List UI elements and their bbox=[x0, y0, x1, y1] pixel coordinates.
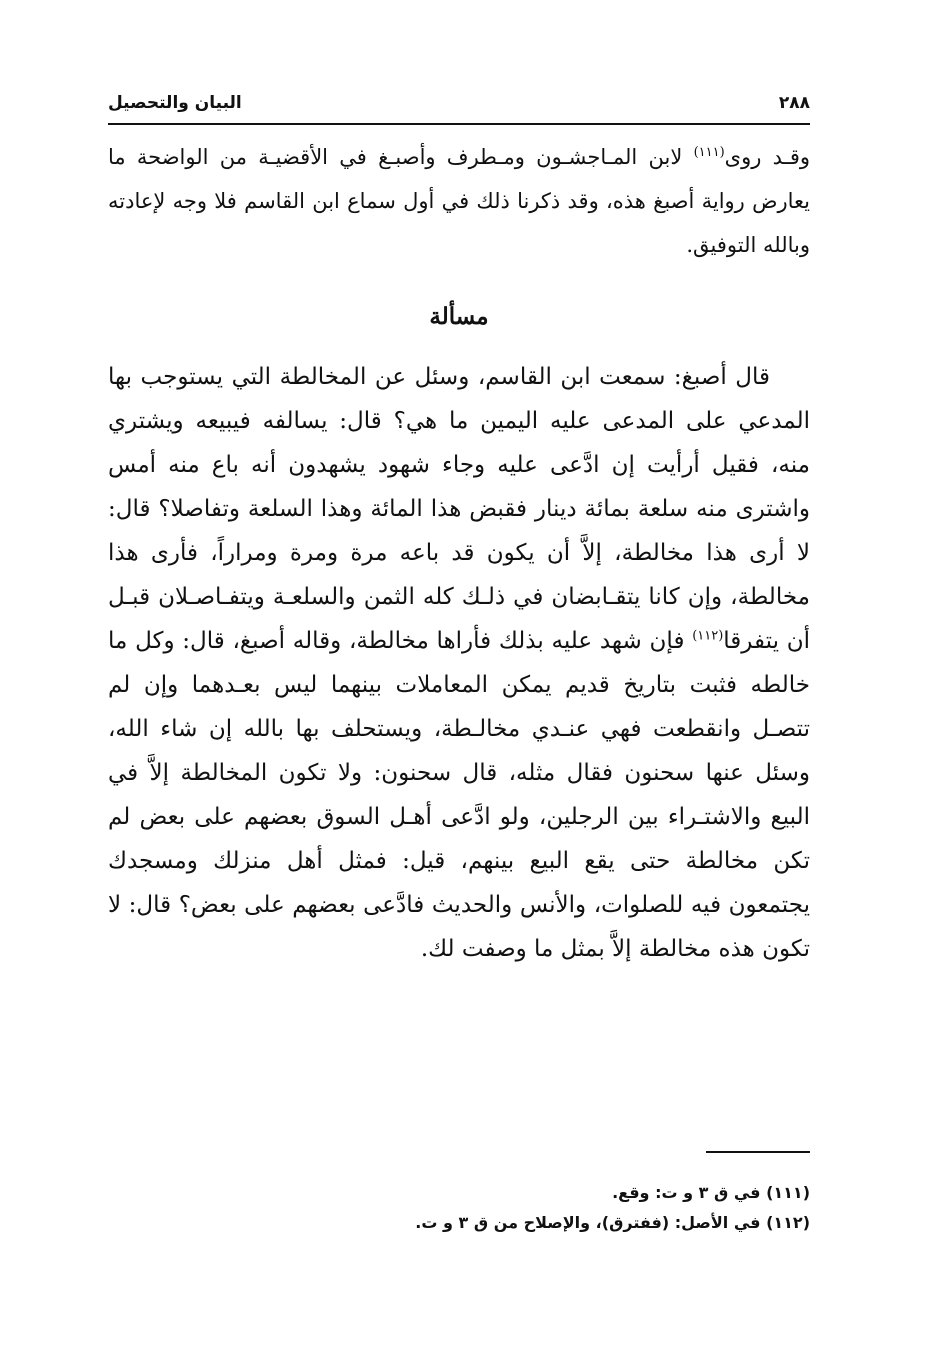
running-head bbox=[108, 85, 810, 121]
section-title: مسألة bbox=[429, 303, 489, 330]
main-paragraph bbox=[108, 355, 810, 971]
intro-paragraph bbox=[108, 135, 810, 267]
footnote-ref-112[interactable]: (١١٢) bbox=[692, 628, 724, 644]
body-text-part2: فإن شهد عليه بذلك فأراها مخالطة، وقاله أصبغ، قال: وكل ما خالطه فثبت بتاريخ قديم يمكن المعاملات بينهما ليس بعـدهما وإن لم تتصـل وانقطعت فهي عنـدي مخالـطة، ويستحلف بها بالله إن شاء الله، وسئل عنها سحنون فقال مثله، قال سحنون: ولا تكون المخالطة إلاَّ في البيع والاشتـراء بين الرجلين، ولو ادَّعى أهـل السوق بعضهم على بعض لم تكن مخالطة حتى يقع البيع بينهم، قيل: فمثل أهل منزلك ومسجدك يجتمعون فيه للصلوات، والأنس والحديث فادَّعى بعضهم على بعض؟ قال: لا تكون هذه مخالطة إلاَّ بمثل ما وصفت لك. bbox=[108, 628, 810, 962]
footnote-111: (١١١) في ق ٣ و ت: وقع. bbox=[612, 1183, 810, 1202]
book-page bbox=[108, 85, 810, 1285]
footnote-ref-111[interactable]: (١١١) bbox=[693, 145, 725, 160]
page-number: ٢٨٨ bbox=[778, 93, 810, 113]
body-text-part1: قال أصبغ: سمعت ابن القاسم، وسئل عن المخالطة التي يستوجب بها المدعي على المدعى عليه اليمين ما هي؟ قال: يسالفه فيبيعه ويشتري منه، فقيل أرأيت إن ادَّعى عليه وجاء شهود يشهدون أنه باع منه أمس واشترى منه سلعة بمائة دينار فقبض هذا المائة وهذا السلعة وتفاصلا؟ قال: لا أرى هذا مخالطة، إلاَّ أن يكون قد باعه مرة ومرة ومراراً، فأرى هذا مخالطة، وإن كانا يتقـابضان في ذلـك كله الثمن والسلعـة ويتفـاصـلان قبـل أن يتفرقا bbox=[108, 364, 810, 654]
header-rule bbox=[108, 123, 810, 125]
footnote-rule bbox=[706, 1151, 810, 1153]
intro-text-rest: لابن المـاجشـون ومـطرف وأصبـغ في الأقضيـة من الواضحة ما يعارض رواية أصبغ هذه، وقد ذكرنا ذلك في أول سماع ابن القاسم فلا وجه لإعادته وبالله التوفيق. bbox=[108, 145, 810, 257]
footnote-112: (١١٢) في الأصل: (ففترق)، والإصلاح من ق ٣ و ت. bbox=[415, 1213, 810, 1232]
intro-text-start: وقـد روى bbox=[724, 145, 811, 169]
book-title: البيان والتحصيل bbox=[108, 93, 242, 113]
footnotes bbox=[108, 1178, 810, 1238]
